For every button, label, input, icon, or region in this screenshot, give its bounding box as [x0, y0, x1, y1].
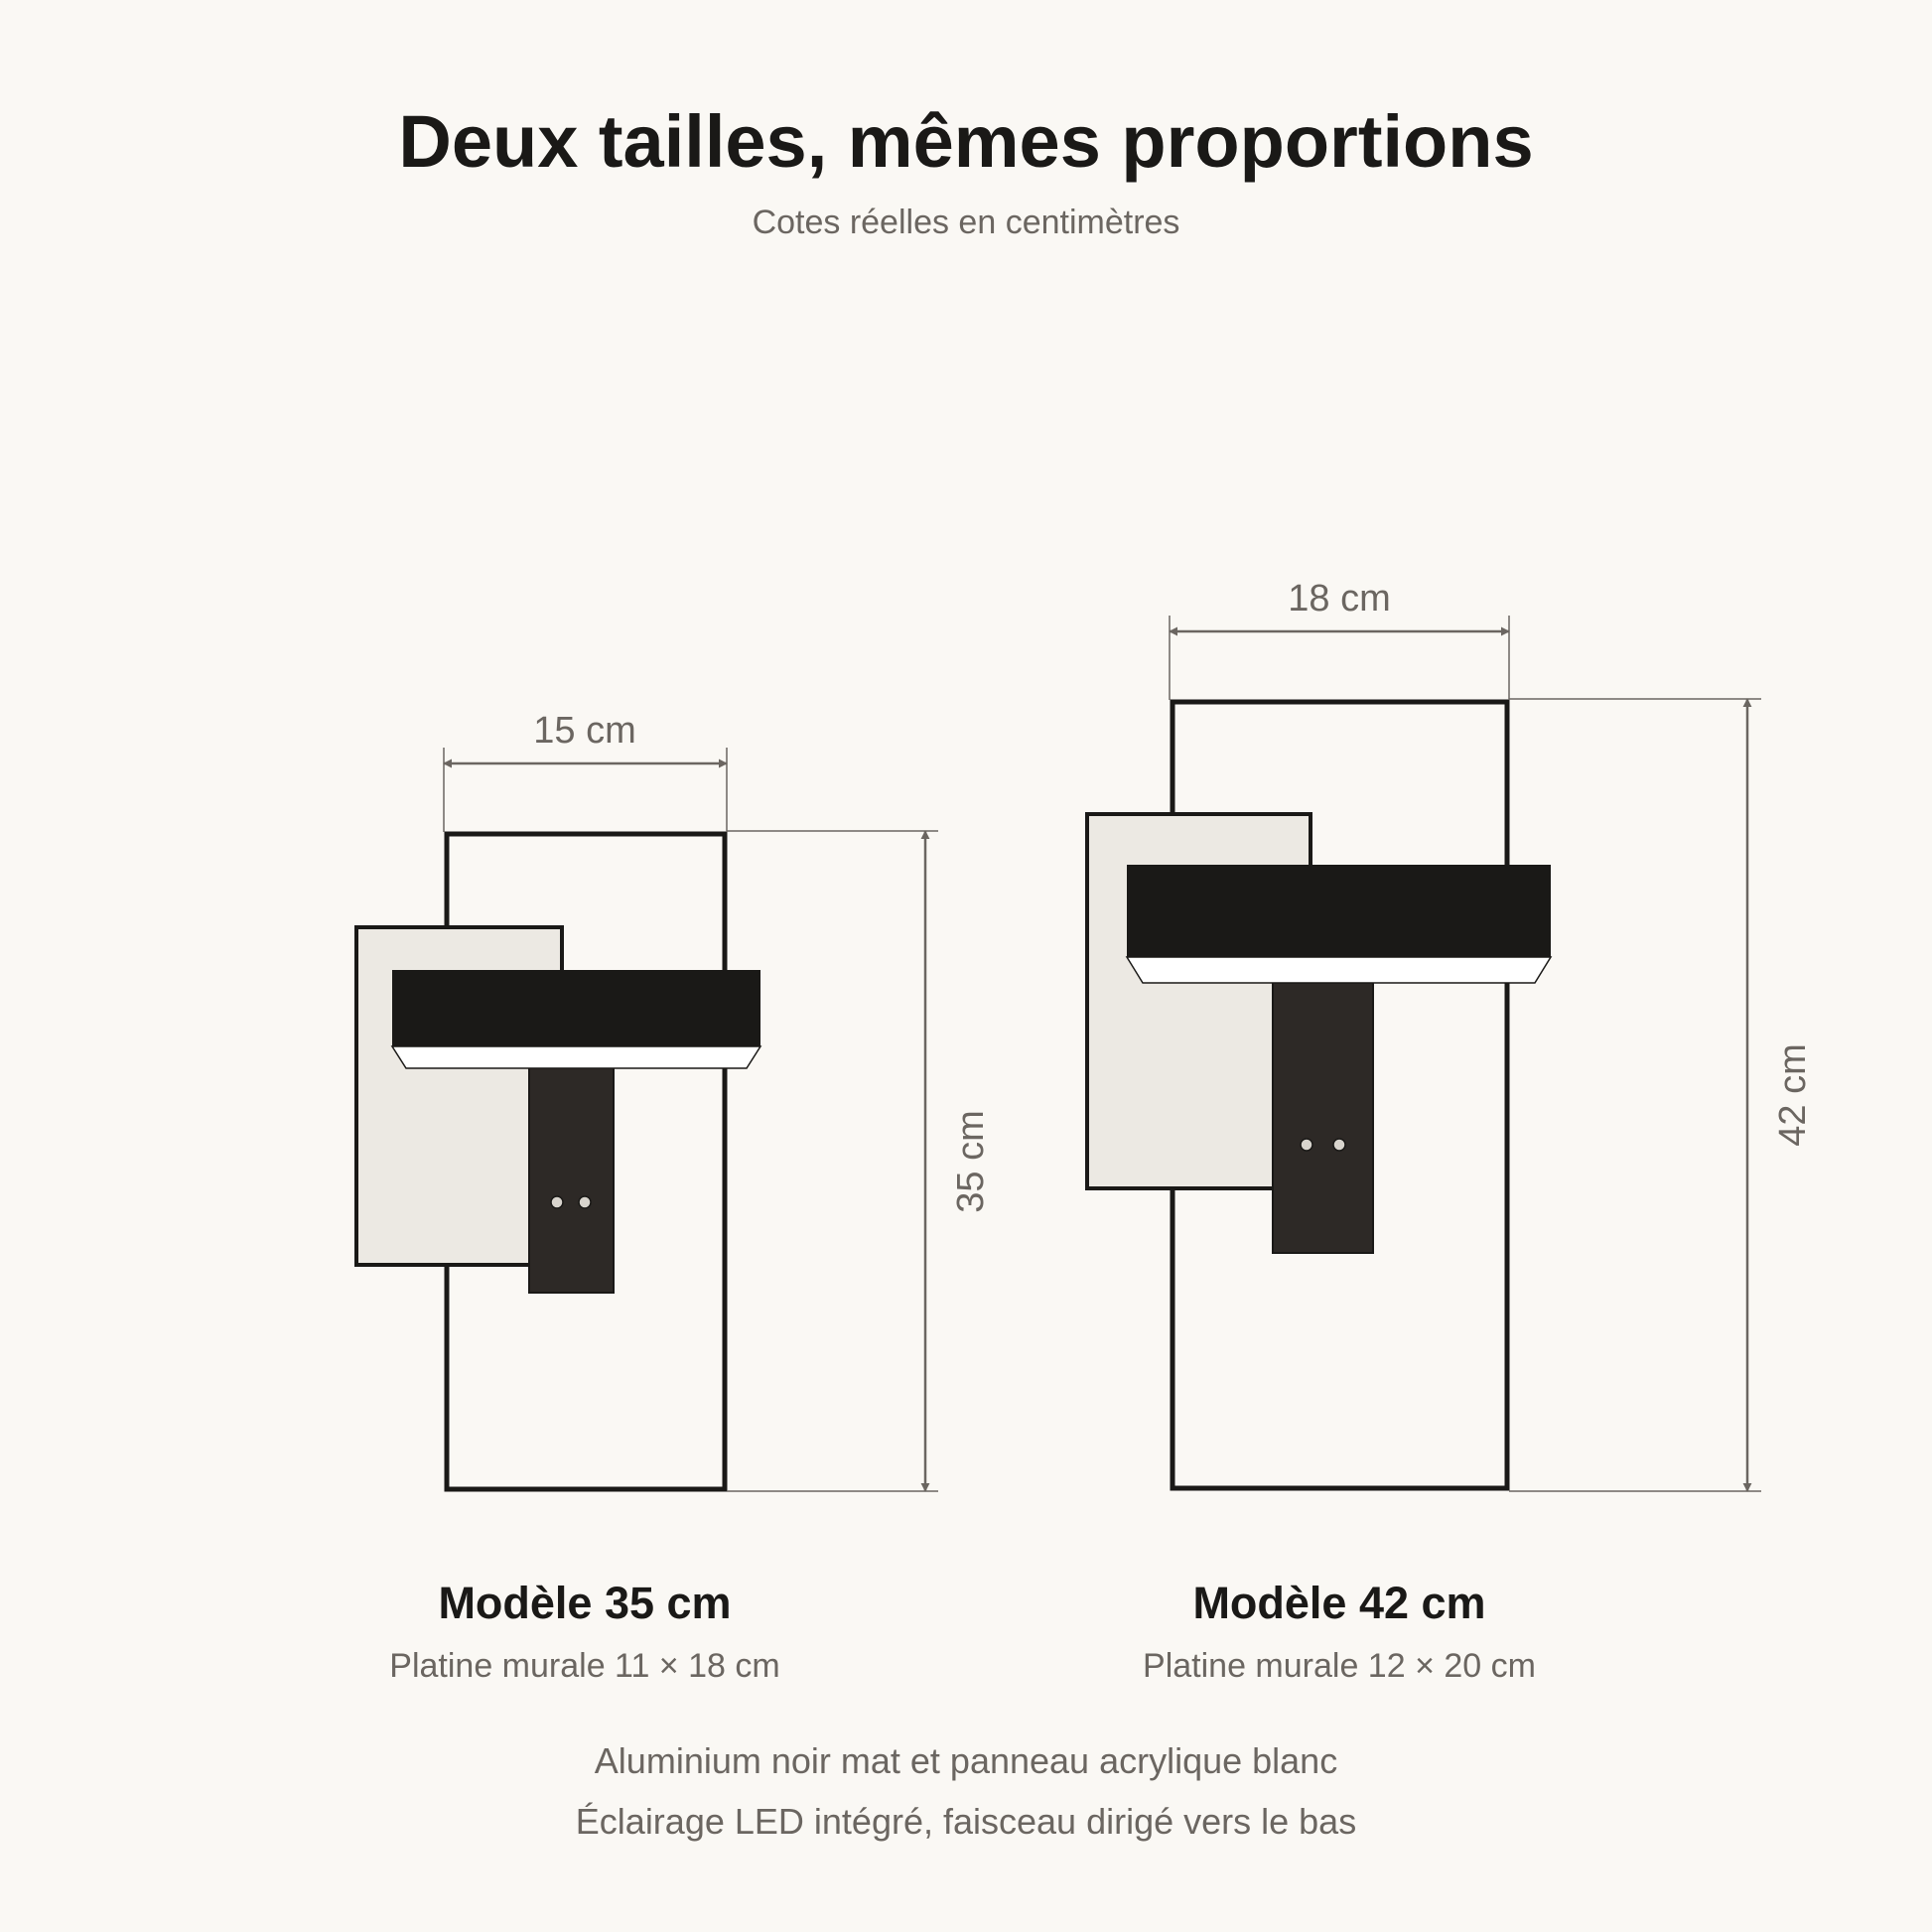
model-42-plate: Platine murale 12 × 20 cm	[1143, 1647, 1536, 1685]
model-35-led-diffuser	[392, 1046, 760, 1068]
model-42-screw	[1333, 1139, 1345, 1151]
model-35-drawing	[356, 710, 992, 1491]
model-42-light-bar	[1127, 865, 1551, 957]
model-35-light-bar	[392, 970, 760, 1046]
model-35-width-dimension	[444, 710, 727, 832]
model-42-width-label: 18 cm	[1288, 578, 1391, 620]
footer-materials: Aluminium noir mat et panneau acrylique blanc	[594, 1740, 1338, 1781]
page-subtitle: Cotes réelles en centimètres	[752, 204, 1180, 241]
model-35-width-label: 15 cm	[533, 710, 636, 752]
model-35-height-dimension	[727, 831, 992, 1491]
model-35-screw	[579, 1196, 591, 1208]
model-42-led-diffuser	[1127, 957, 1551, 983]
model-35-plate: Platine murale 11 × 18 cm	[389, 1647, 780, 1685]
model-42-width-dimension	[1170, 578, 1509, 700]
footer-lighting: Éclairage LED intégré, faisceau dirigé vers le bas	[575, 1801, 1357, 1842]
model-42-height-dimension	[1509, 699, 1814, 1491]
model-42-screw	[1301, 1139, 1312, 1151]
model-42-height-label: 42 cm	[1772, 1043, 1814, 1147]
model-42-name: Modèle 42 cm	[1192, 1578, 1486, 1628]
model-35-mount	[529, 1067, 614, 1293]
model-35-name: Modèle 35 cm	[438, 1578, 732, 1628]
model-42-mount	[1273, 978, 1373, 1253]
page-title: Deux tailles, mêmes proportions	[398, 100, 1534, 183]
model-35-screw	[551, 1196, 563, 1208]
model-35-height-label: 35 cm	[950, 1110, 992, 1213]
model-42-drawing	[1087, 578, 1814, 1491]
